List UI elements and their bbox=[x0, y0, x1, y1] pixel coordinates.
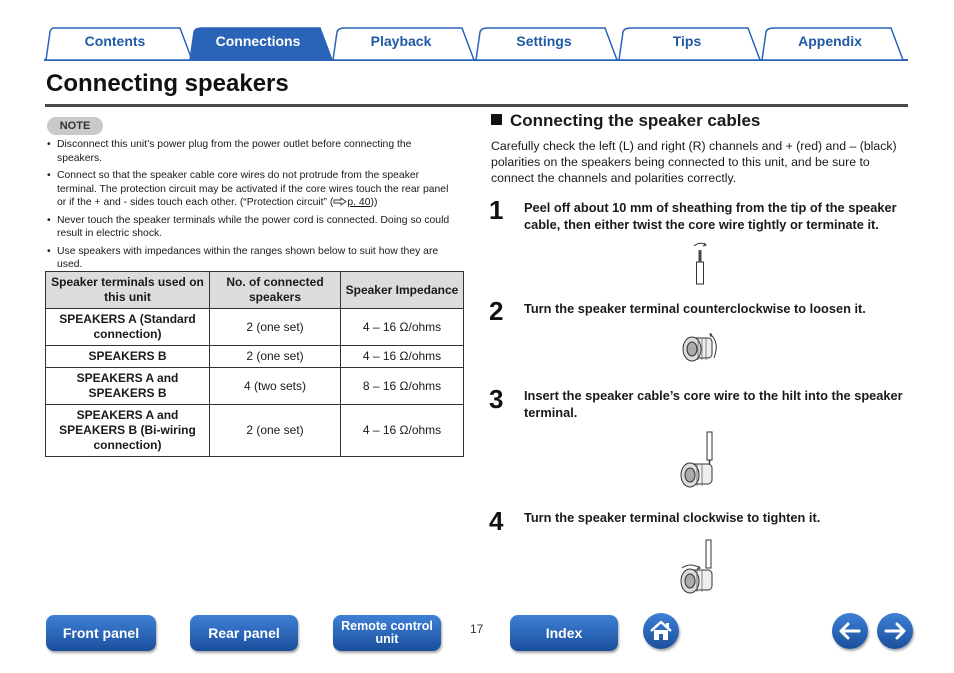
index-button[interactable]: Index bbox=[510, 615, 618, 651]
table-row bbox=[46, 405, 464, 457]
note-item-text: )) bbox=[370, 197, 378, 208]
step-number: 4 bbox=[489, 506, 504, 536]
table-cell: SPEAKERS A and SPEAKERS B (Bi-wiring connection) bbox=[46, 405, 210, 457]
section-heading bbox=[491, 111, 760, 131]
note-item-text: Use speakers with impedances within the ranges shown below to suit how they are used. bbox=[57, 245, 439, 270]
title-divider bbox=[45, 104, 908, 107]
table-cell: 4 (two sets) bbox=[210, 368, 341, 405]
note-item bbox=[45, 214, 450, 241]
terminal-tighten-illustration bbox=[674, 538, 726, 600]
square-bullet-icon bbox=[491, 114, 502, 125]
table-cell: 2 (one set) bbox=[210, 405, 341, 457]
step-text: Peel off about 10 mm of sheathing from the tip of the speaker cable, then either twist the core wire tightly or terminate it. bbox=[524, 200, 897, 232]
reference-hand-icon bbox=[333, 197, 347, 206]
stripped-cable-illustration bbox=[688, 240, 712, 286]
page-title: Connecting speakers bbox=[46, 70, 289, 97]
table-row bbox=[46, 346, 464, 368]
step-number: 2 bbox=[489, 296, 504, 326]
tab-shapes bbox=[0, 0, 954, 62]
table-cell: 4 – 16 Ω/ohms bbox=[341, 309, 464, 346]
table-cell: SPEAKERS A and SPEAKERS B bbox=[46, 368, 210, 405]
table-header-row bbox=[46, 272, 464, 309]
tab-connections[interactable]: Connections bbox=[215, 33, 301, 49]
remote-control-label-line1: Remote control bbox=[341, 619, 433, 633]
table-cell: 2 (one set) bbox=[210, 346, 341, 368]
home-icon bbox=[643, 613, 679, 649]
table-cell: SPEAKERS A (Standard connection) bbox=[46, 309, 210, 346]
front-panel-button[interactable]: Front panel bbox=[46, 615, 156, 651]
note-item bbox=[45, 138, 450, 165]
section-intro: Carefully check the left (L) and right (R) channels and + (red) and – (black) polarities on the speakers being connected to this unit, and be sure to connect the channels and polarities correctly. bbox=[491, 139, 897, 185]
table-row bbox=[46, 368, 464, 405]
tab-playback[interactable]: Playback bbox=[370, 33, 432, 49]
remote-control-label-line2: unit bbox=[375, 632, 399, 646]
step-text: Insert the speaker cable’s core wire to the hilt into the speaker terminal. bbox=[524, 388, 903, 420]
forward-button[interactable] bbox=[877, 613, 913, 649]
table-row bbox=[46, 309, 464, 346]
table-cell: 4 – 16 Ω/ohms bbox=[341, 405, 464, 457]
step-text: Turn the speaker terminal counterclockwise to loosen it. bbox=[524, 301, 866, 316]
tab-appendix[interactable]: Appendix bbox=[798, 33, 862, 49]
table-header: No. of connected speakers bbox=[210, 272, 341, 309]
insert-wire-illustration bbox=[674, 430, 726, 494]
note-badge: NOTE bbox=[47, 117, 103, 135]
back-arrow-icon bbox=[832, 613, 868, 649]
rear-panel-button[interactable]: Rear panel bbox=[190, 615, 298, 651]
home-button[interactable] bbox=[643, 613, 679, 649]
page-number: 17 bbox=[470, 622, 484, 636]
step-number: 1 bbox=[489, 195, 504, 225]
table-cell: 2 (one set) bbox=[210, 309, 341, 346]
back-button[interactable] bbox=[832, 613, 868, 649]
table-cell: 8 – 16 Ω/ohms bbox=[341, 368, 464, 405]
remote-control-unit-button[interactable] bbox=[333, 615, 441, 651]
step-number: 3 bbox=[489, 384, 504, 414]
note-item bbox=[45, 245, 450, 272]
speaker-impedance-table bbox=[45, 271, 464, 457]
terminal-loosen-illustration bbox=[676, 328, 724, 370]
note-item-text: Never touch the speaker terminals while the power cord is connected. Doing so could result in electric shock. bbox=[57, 214, 450, 239]
table-cell: SPEAKERS B bbox=[46, 346, 210, 368]
table-header: Speaker terminals used on this unit bbox=[46, 272, 210, 309]
note-item-text: Disconnect this unit’s power plug from the power outlet before connecting the speakers. bbox=[57, 139, 412, 164]
step-text: Turn the speaker terminal clockwise to tighten it. bbox=[524, 510, 821, 525]
protection-circuit-link[interactable]: p. 40 bbox=[347, 197, 371, 208]
note-item-text: Connect so that the speaker cable core wires do not protrude from the speaker terminal. The protection circuit may be activated if the core wires touch the rear panel or if the + and - sides touch each other. (“Protection circuit” ( bbox=[57, 170, 449, 208]
tab-tips[interactable]: Tips bbox=[672, 33, 702, 49]
forward-arrow-icon bbox=[877, 613, 913, 649]
tab-bar bbox=[0, 0, 954, 62]
section-heading-text: Connecting the speaker cables bbox=[510, 111, 761, 130]
note-list bbox=[45, 138, 450, 276]
table-cell: 4 – 16 Ω/ohms bbox=[341, 346, 464, 368]
tab-settings[interactable]: Settings bbox=[516, 33, 572, 49]
note-item bbox=[45, 169, 450, 210]
table-header: Speaker Impedance bbox=[341, 272, 464, 309]
tab-contents[interactable]: Contents bbox=[84, 33, 146, 49]
